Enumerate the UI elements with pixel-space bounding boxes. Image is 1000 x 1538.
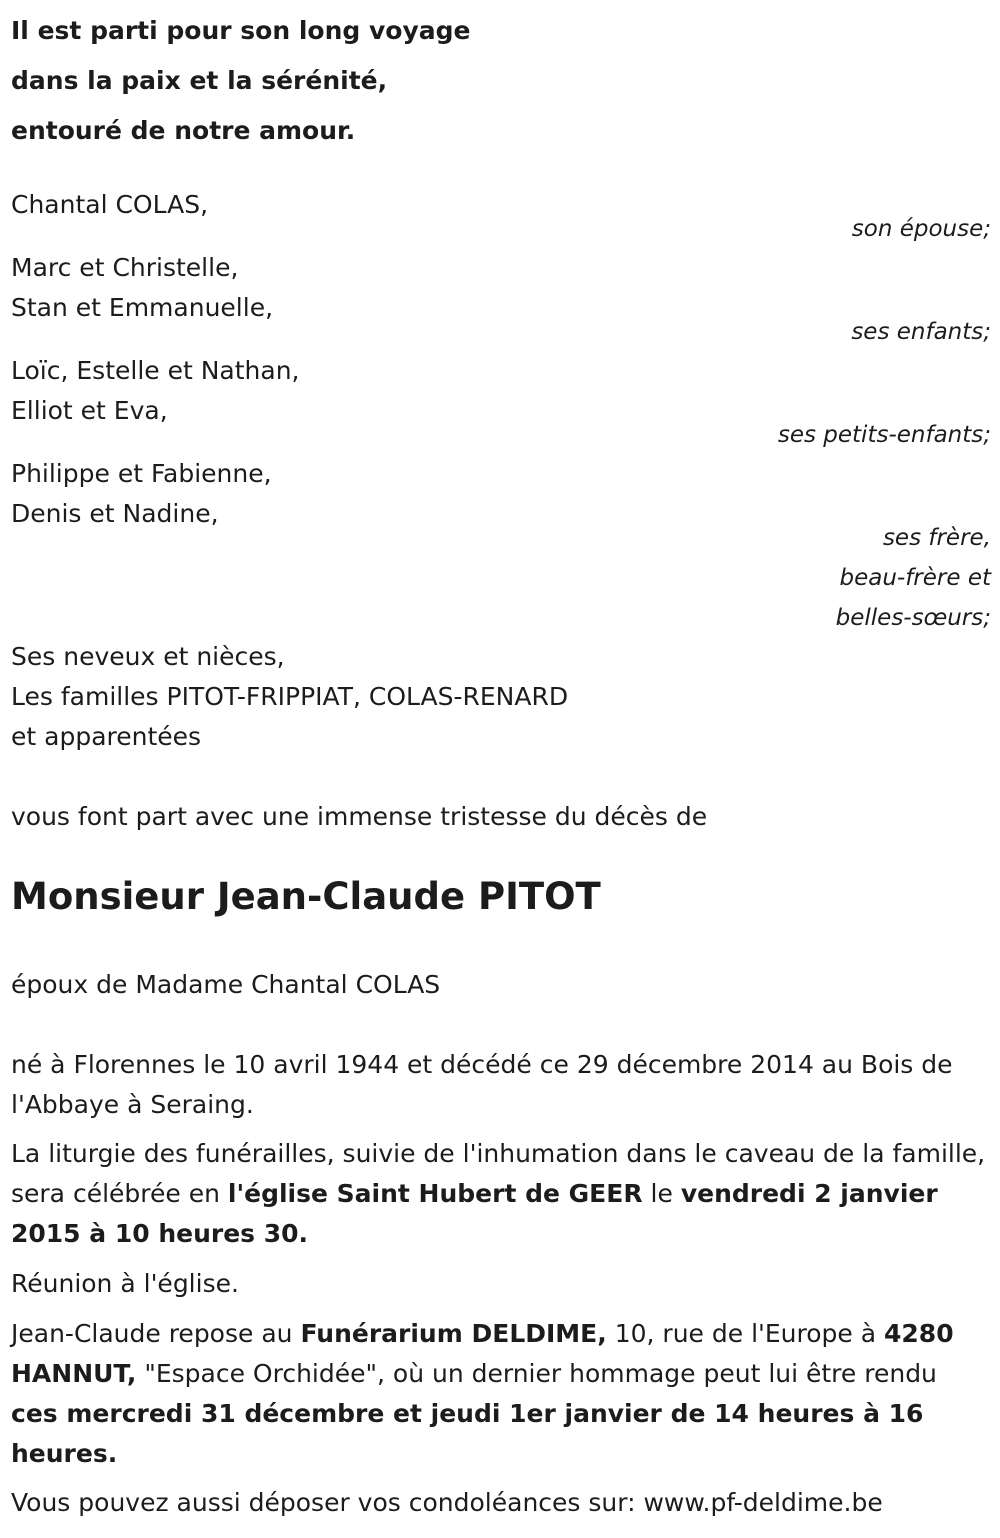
reposes-funeral-home: Funérarium DELDIME, — [300, 1319, 607, 1348]
announcement-text: vous font part avec une immense tristesse du décès de — [11, 802, 708, 831]
grandchildren-line-2: Elliot et Eva, — [11, 396, 168, 425]
liturgy-text-2: le — [642, 1179, 681, 1208]
grandchildren-line-1: Loïc, Estelle et Nathan, — [11, 356, 300, 385]
intro-line-1: Il est parti pour son long voyage — [11, 16, 471, 45]
reunion-text: Réunion à l'église. — [11, 1269, 239, 1298]
children-line-2: Stan et Emmanuelle, — [11, 293, 274, 322]
spouse-of-text: époux de Madame Chantal COLAS — [11, 970, 441, 999]
others-line-1: Ses neveux et nièces, — [11, 642, 285, 671]
children-line-1: Marc et Christelle, — [11, 253, 239, 282]
reposes-city: 4280 HANNUT, — [11, 1319, 954, 1388]
children-role: ses enfants; — [851, 319, 991, 345]
liturgy-church: l'église Saint Hubert de GEER — [227, 1179, 643, 1208]
reposes-visiting-hours: ces mercredi 31 décembre et jeudi 1er janvier de 14 heures à 16 heures. — [11, 1399, 924, 1468]
reposes-paragraph — [11, 1314, 991, 1474]
siblings-role-2: beau-frère et — [839, 565, 991, 591]
intro-poem — [11, 6, 470, 156]
condolences-text: Vous pouvez aussi déposer vos condoléances sur: www.pf-deldime.be — [11, 1488, 883, 1517]
birth-death-text: né à Florennes le 10 avril 1944 et décédé ce 29 décembre 2014 au Bois de l'Abbaye à Seraing. — [11, 1050, 953, 1119]
intro-line-3: entouré de notre amour. — [11, 116, 356, 145]
liturgy-date: vendredi 2 janvier 2015 à 10 heures 30. — [11, 1179, 938, 1248]
liturgy-text-1: La liturgie des funérailles, suivie de l'inhumation dans le caveau de la famille, sera célébrée en — [11, 1139, 986, 1208]
reposes-text-2: 10, rue de l'Europe à — [606, 1319, 885, 1348]
siblings-line-1: Philippe et Fabienne, — [11, 459, 272, 488]
others-line-2: Les familles PITOT-FRIPPIAT, COLAS-RENARD — [11, 682, 569, 711]
siblings-role-1: ses frère, — [882, 525, 991, 551]
spouse-role: son épouse; — [851, 216, 991, 242]
deceased-name: Monsieur Jean-Claude PITOT — [11, 875, 601, 918]
siblings-line-2: Denis et Nadine, — [11, 499, 219, 528]
intro-line-2: dans la paix et la sérénité, — [11, 66, 388, 95]
others-line-3: et apparentées — [11, 722, 202, 751]
reposes-text-1: Jean-Claude repose au — [11, 1319, 301, 1348]
liturgy-paragraph — [11, 1134, 991, 1254]
grandchildren-role: ses petits-enfants; — [777, 422, 991, 448]
siblings-role-3: belles-sœurs; — [835, 605, 991, 631]
reposes-text-3: "Espace Orchidée", où un dernier hommage peut lui être rendu — [136, 1359, 937, 1388]
spouse-name: Chantal COLAS, — [11, 190, 209, 219]
